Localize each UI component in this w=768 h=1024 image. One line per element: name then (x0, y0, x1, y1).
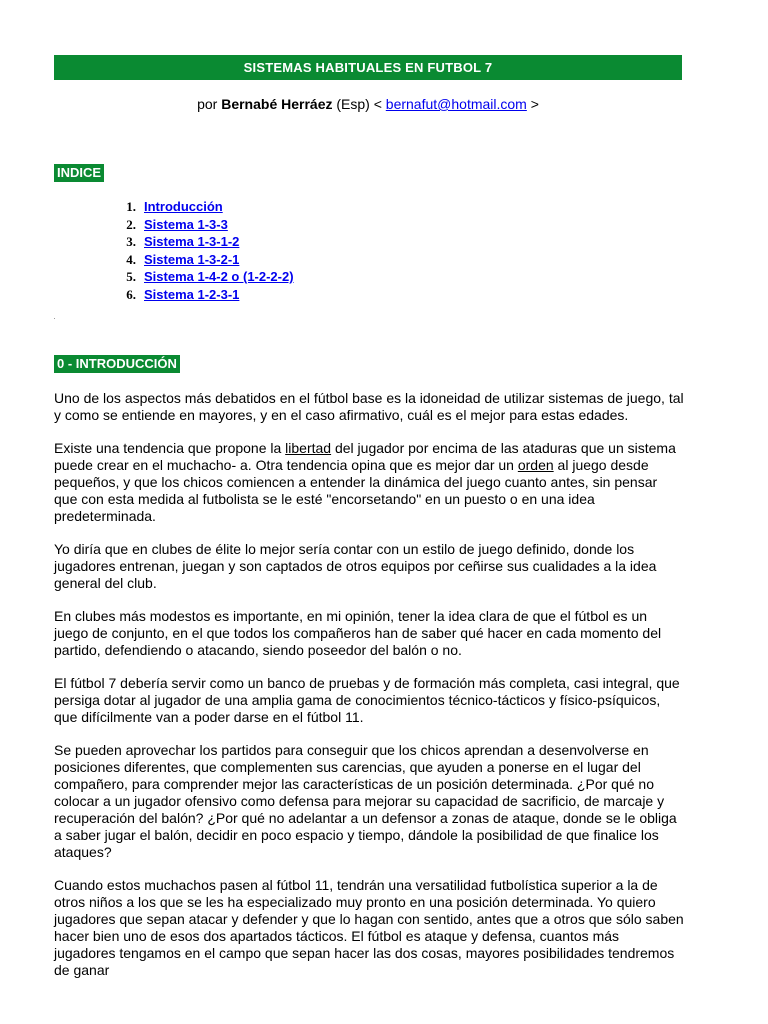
text-run: al juego desde pequeños, y que los chicos comiencen a entender la dinámica del juego cuanto antes, sin pensar que con esta medida al futbolista se le esté "encorsetando" en un puesto o en una idea predeterminada. (54, 457, 658, 524)
index-number: 5. (126, 269, 136, 284)
index-item (100, 286, 294, 304)
index-heading: INDICE (54, 164, 104, 182)
paragraph: Uno de los aspectos más debatidos en el fútbol base es la idoneidad de utilizar sistemas de juego, tal y como se entiende en mayores, y en el caso afirmativo, cuál es el mejor para estas edades. (54, 390, 684, 423)
author-country: (Esp) < (332, 96, 386, 112)
paragraph (54, 440, 684, 525)
text-run: Existe una tendencia que propone la (54, 440, 286, 456)
byline (0, 96, 736, 112)
author-email-link[interactable]: bernafut@hotmail.com (385, 96, 527, 112)
byline-close: > (526, 96, 539, 112)
index-list (100, 198, 294, 303)
index-number: 4. (126, 251, 136, 267)
index-item (100, 268, 294, 286)
paragraph: El fútbol 7 debería servir como un banco de pruebas y de formación más completa, casi integral, que persiga dotar al jugador de una amplia gama de conocimientos técnico-tácticos y físico-psíquicos, que difícilmente van a poder darse en el fútbol 11. (54, 675, 680, 725)
intro-heading-text: - INTRODUCCIÓN (67, 356, 177, 371)
index-item (100, 216, 294, 234)
index-link-sistema-1-2-3-1[interactable]: Sistema 1-2-3-1 (144, 286, 240, 302)
index-number: 6. (126, 286, 136, 302)
page-title: SISTEMAS HABITUALES EN FUTBOL 7 (54, 55, 682, 80)
index-number: 1. (126, 199, 136, 214)
index-link-sistema-1-4-2[interactable]: Sistema 1-4-2 o (1-2-2-2) (144, 269, 294, 284)
intro-heading-number: 0 (57, 356, 68, 371)
text-run: del jugador por encima de las ataduras que un sistema puede crear en el muchacho- a. Otra tendencia opina que es mejor dar un (54, 440, 676, 473)
stray-dot (54, 318, 55, 319)
intro-heading (54, 355, 180, 373)
index-item (100, 251, 294, 269)
index-link-sistema-1-3-1-2[interactable]: Sistema 1-3-1-2 (144, 234, 240, 249)
underlined-term-libertad: libertad (285, 440, 332, 456)
index-link-introduccion[interactable]: Introducción (144, 199, 223, 214)
index-number: 3. (126, 234, 136, 249)
intro-content (54, 390, 684, 995)
index-item (100, 198, 294, 216)
by-prefix: por (197, 96, 222, 112)
index-number: 2. (126, 216, 136, 232)
index-link-sistema-1-3-3[interactable]: Sistema 1-3-3 (144, 216, 228, 232)
underlined-term-orden: orden (517, 457, 554, 473)
index-link-sistema-1-3-2-1[interactable]: Sistema 1-3-2-1 (144, 251, 240, 267)
paragraph: Se pueden aprovechar los partidos para conseguir que los chicos aprendan a desenvolverse en posiciones diferentes, que complementen sus carencias, que ayuden a ponerse en el lugar del compañero, para comprender mejor las características de un posición determinada. ¿Por qué no colocar a un jugador ofensivo como defensa para mejorar su capacidad de sacrificio, de marcaje y recuperación del balón? ¿Por qué no adelantar a un defensor a zonas de ataque, donde se le obliga a saber jugar el balón, decidir en poco espacio y tiempo, dándole la posibilidad de que finalice los ataques? (54, 742, 677, 860)
paragraph: Cuando estos muchachos pasen al fútbol 11, tendrán una versatilidad futbolística superior a la de otros niños a los que se les ha especializado muy pronto en una posición determinada. Yo quiero jugadores que sepan atacar y defender y que lo hagan con sentido, antes que a otros que sólo saben hacer bien uno de esos dos apartados tácticos. El fútbol es ataque y defensa, cuantos más jugadores tengamos en el campo que sepan hacer las dos cosas, mayores posibilidades tendremos de ganar (54, 877, 684, 978)
paragraph: Yo diría que en clubes de élite lo mejor sería contar con un estilo de juego definido, donde los jugadores entrenan, juegan y son captados de otros equipos por ceñirse sus cualidades a la idea general del club. (54, 541, 657, 591)
paragraph: En clubes más modestos es importante, en mi opinión, tener la idea clara de que el fútbol es un juego de conjunto, en el que todos los compañeros han de saber qué hacer en cada momento del partido, defendiendo o atacando, siendo poseedor del balón o no. (54, 608, 662, 658)
index-item (100, 233, 294, 251)
author-name: Bernabé Herráez (221, 96, 333, 112)
